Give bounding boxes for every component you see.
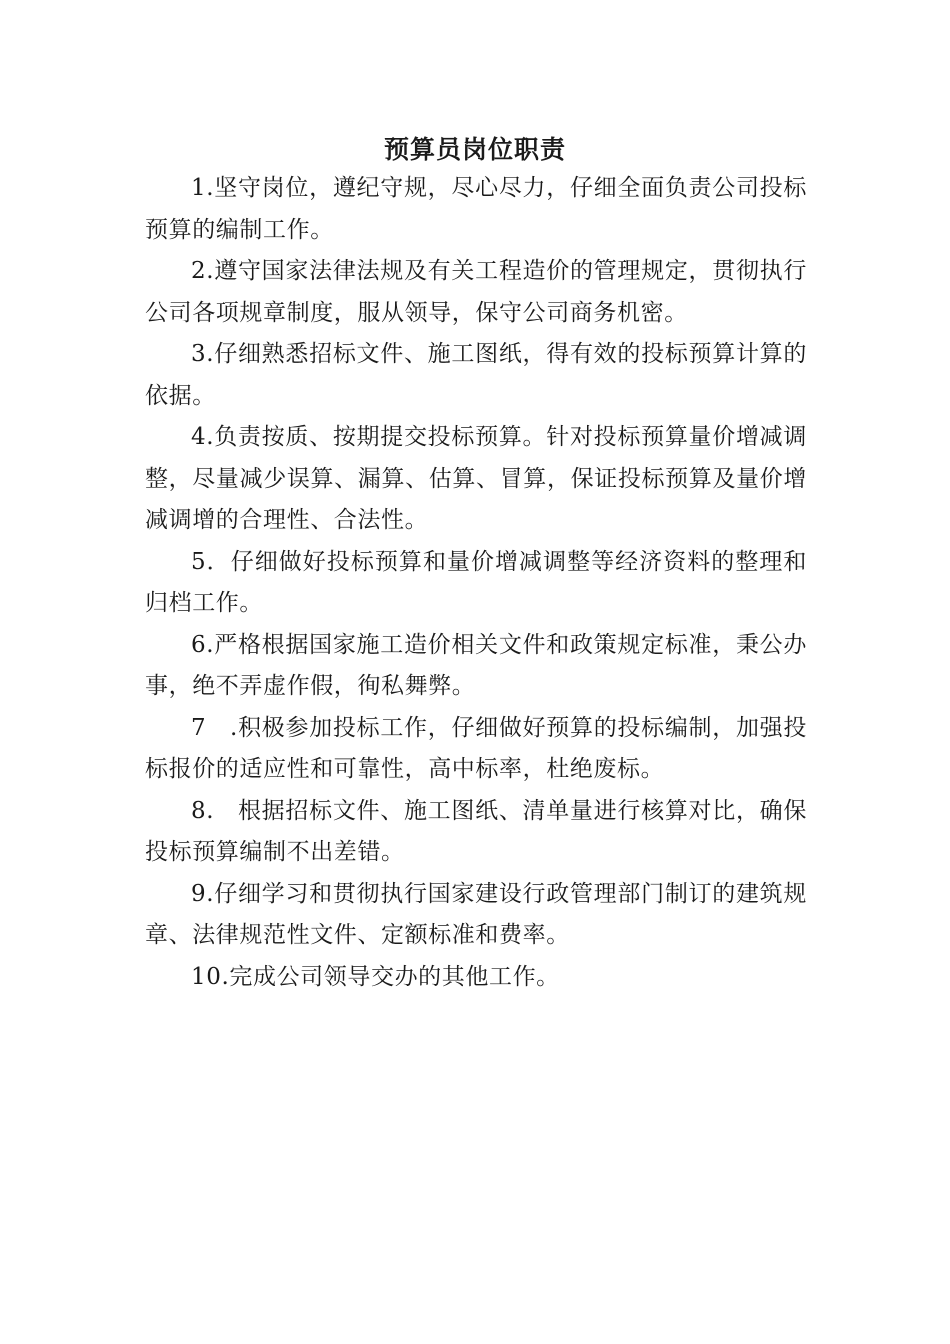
duty-item-4: 4.负责按质、按期提交投标预算。针对投标预算量价增减调整，尽量减少误算、漏算、估算、冒算，保证投标预算及量价增减调增的合理性、合法性。 — [145, 424, 807, 533]
duty-item-8: 8. 根据招标文件、施工图纸、清单量进行核算对比，确保投标预算编制不出差错。 — [145, 797, 807, 865]
duty-item-3: 3.仔细熟悉招标文件、施工图纸，得有效的投标预算计算的依据。 — [145, 341, 807, 409]
duty-item-7: 7 .积极参加投标工作，仔细做好预算的投标编制，加强投标报价的适应性和可靠性，高中标率，杜绝废标。 — [145, 714, 807, 782]
duty-item-5: 5．仔细做好投标预算和量价增减调整等经济资料的整理和归档工作。 — [145, 548, 807, 616]
duty-item-2: 2.遵守国家法律法规及有关工程造价的管理规定，贯彻执行公司各项规章制度，服从领导，保守公司商务机密。 — [145, 258, 807, 326]
document-body — [145, 168, 807, 998]
duty-item-10: 10.完成公司领导交办的其他工作。 — [191, 963, 560, 990]
duty-item-9: 9.仔细学习和贯彻执行国家建设行政管理部门制订的建筑规章、法律规范性文件、定额标准和费率。 — [145, 880, 807, 948]
duty-item-1: 1.坚守岗位，遵纪守规，尽心尽力，仔细全面负责公司投标预算的编制工作。 — [145, 175, 807, 243]
document-title: 预算员岗位职责 — [383, 135, 566, 164]
duty-item-6: 6.严格根据国家施工造价相关文件和政策规定标准，秉公办事，绝不弄虚作假，徇私舞弊。 — [145, 631, 807, 699]
